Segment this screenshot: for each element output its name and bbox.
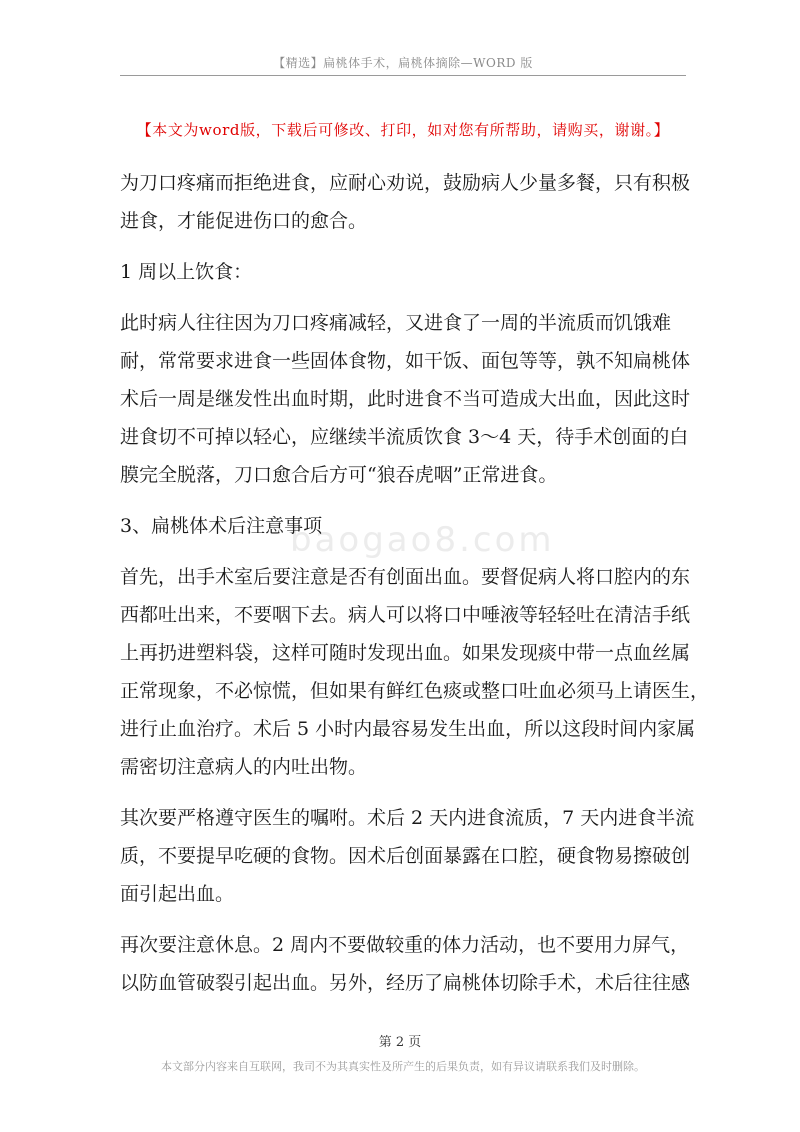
- text-line: 质，不要提早吃硬的食物。因术后创面暴露在口腔，硬食物易擦破创: [120, 845, 691, 867]
- text-line: 面引起出血。: [120, 883, 235, 905]
- page-number: 第 2 页: [378, 1035, 422, 1050]
- watermark: baogao8.com: [290, 520, 555, 560]
- page-header: 【精选】扁桃体手术，扁桃体摘除—WORD 版: [273, 56, 533, 70]
- text-line: 进食切不可掉以轻心，应继续半流质饮食 3～4 天，待手术创面的白: [120, 426, 689, 448]
- header-divider: [120, 75, 686, 76]
- text-line: 其次要严格遵守医生的嘱咐。术后 2 天内进食流质，7 天内进食半流: [120, 807, 695, 829]
- text-line: 进行止血治疗。术后 5 小时内最容易发生出血，所以这段时间内家属: [120, 718, 696, 740]
- text-line: 以防血管破裂引起出血。另外，经历了扁桃体切除手术，术后往往感: [120, 972, 691, 994]
- red-notice: 【本文为word版，下载后可修改、打印，如对您有所帮助，请购买，谢谢。】: [136, 121, 670, 139]
- text-line: 西都吐出来，不要咽下去。病人可以将口中唾液等轻轻吐在清洁手纸: [120, 604, 691, 626]
- footer-disclaimer: 本文部分内容来自互联网，我司不为其真实性及所产生的后果负责，如有异议请联系我们及时删除。: [161, 1060, 645, 1073]
- text-line: 上再扔进塑料袋，这样可随时发现出血。如果发现痰中带一点血丝属: [120, 642, 691, 664]
- text-line: 膜完全脱落，刀口愈合后方可“狼吞虎咽”正常进食。: [120, 464, 558, 486]
- text-line: 再次要注意休息。2 周内不要做较重的体力活动，也不要用力屏气，: [120, 934, 690, 956]
- text-line: 耐，常常要求进食一些固体食物，如干饭、面包等等，孰不知扁桃体: [120, 350, 691, 372]
- text-line: 进食，才能促进伤口的愈合。: [120, 210, 368, 232]
- section-heading: 1 周以上饮食：: [120, 261, 253, 283]
- text-line: 术后一周是继发性出血时期，此时进食不当可造成大出血，因此这时: [120, 388, 691, 410]
- text-line: 首先，出手术室后要注意是否有创面出血。要督促病人将口腔内的东: [120, 566, 691, 588]
- section-heading: 3、扁桃体术后注意事项: [120, 515, 323, 537]
- text-line: 需密切注意病人的内吐出物。: [120, 756, 368, 778]
- text-line: 正常现象，不必惊慌，但如果有鲜红色痰或整口吐血必须马上请医生，: [120, 680, 710, 702]
- text-line: 此时病人往往因为刀口疼痛减轻，又进食了一周的半流质而饥饿难: [120, 312, 672, 334]
- document-body: [120, 164, 710, 1002]
- text-line: 为刀口疼痛而拒绝进食，应耐心劝说，鼓励病人少量多餐，只有积极: [120, 172, 691, 194]
